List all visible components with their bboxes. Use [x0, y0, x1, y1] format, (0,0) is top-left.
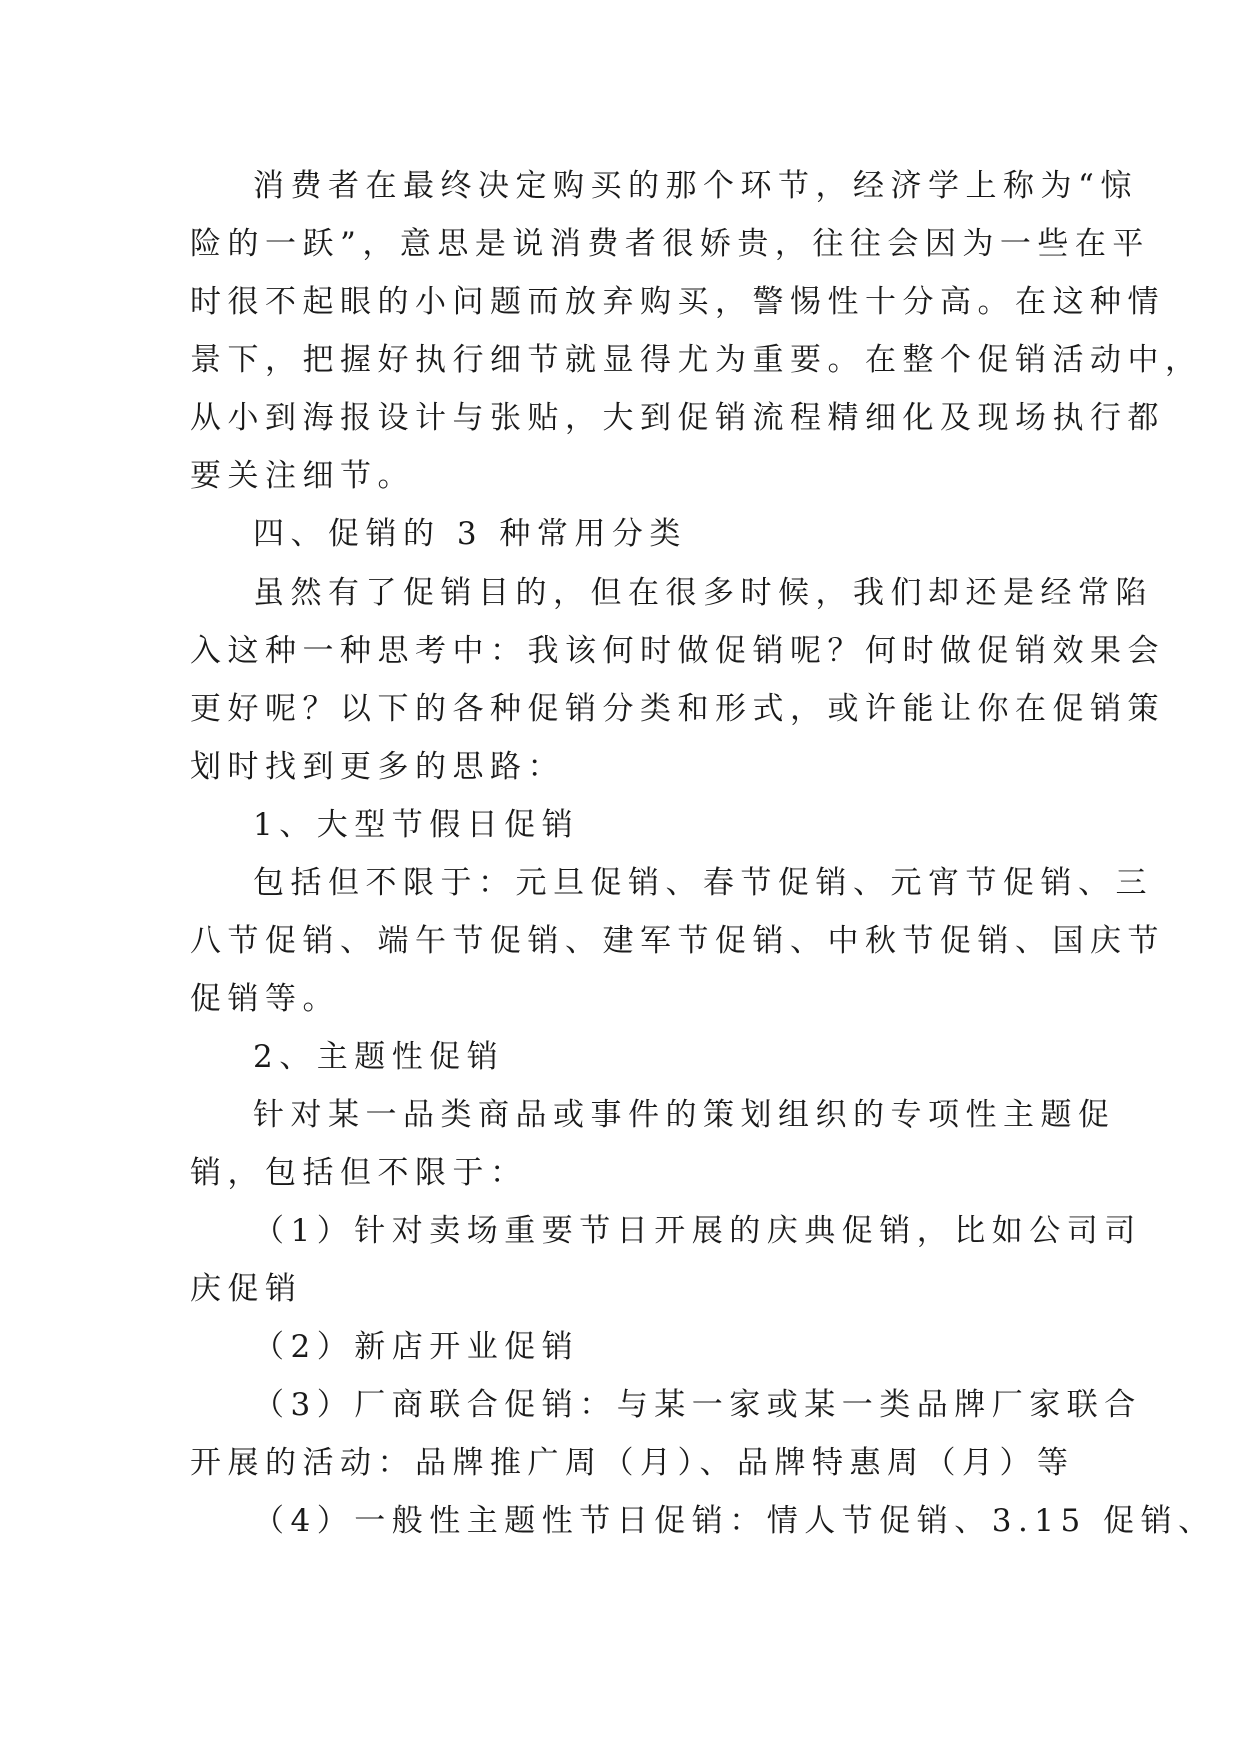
paragraph-line: 从小到海报设计与张贴，大到促销流程精细化及现场执行都: [190, 400, 1165, 436]
list-item-line: （1）针对卖场重要节日开展的庆典促销，比如公司司: [253, 1213, 1142, 1249]
list-item-line: （4）一般性主题性节日促销：情人节促销、3.15 促销、: [253, 1503, 1216, 1539]
paragraph-line: 入这种一种思考中：我该何时做促销呢？何时做促销效果会: [190, 633, 1165, 669]
paragraph-line: 更好呢？以下的各种促销分类和形式，或许能让你在促销策: [190, 691, 1165, 727]
paragraph-line: 包括但不限于：元旦促销、春节促销、元宵节促销、三: [253, 865, 1153, 901]
paragraph-line: 划时找到更多的思路：: [190, 749, 565, 785]
subsection-heading: 2、主题性促销: [253, 1039, 505, 1075]
paragraph-line: 景下，把握好执行细节就显得尤为重要。在整个促销活动中，: [190, 342, 1203, 378]
paragraph-line: 要关注细节。: [190, 458, 415, 494]
paragraph-line: 险的一跃”，意思是说消费者很娇贵，往往会因为一些在平: [190, 226, 1150, 262]
paragraph-line: 八节促销、端午节促销、建军节促销、中秋节促销、国庆节: [190, 923, 1165, 959]
paragraph-line: 销，包括但不限于：: [190, 1155, 528, 1191]
paragraph-line: 消费者在最终决定购买的那个环节，经济学上称为“惊: [253, 168, 1138, 204]
list-item-line: 开展的活动：品牌推广周（月）、品牌特惠周（月）等: [190, 1445, 1075, 1481]
list-item-line: （2）新店开业促销: [253, 1329, 580, 1365]
paragraph-line: 促销等。: [190, 981, 340, 1017]
subsection-heading: 1、大型节假日促销: [253, 807, 580, 843]
list-item-line: 庆促销: [190, 1271, 303, 1307]
paragraph-line: 时很不起眼的小问题而放弃购买，警惕性十分高。在这种情: [190, 284, 1165, 320]
paragraph-line: 针对某一品类商品或事件的策划组织的专项性主题促: [253, 1097, 1116, 1133]
list-item-line: （3）厂商联合促销：与某一家或某一类品牌厂家联合: [253, 1387, 1142, 1423]
paragraph-line: 虽然有了促销目的，但在很多时候，我们却还是经常陷: [253, 575, 1153, 611]
section-heading: 四、促销的 3 种常用分类: [253, 516, 687, 552]
